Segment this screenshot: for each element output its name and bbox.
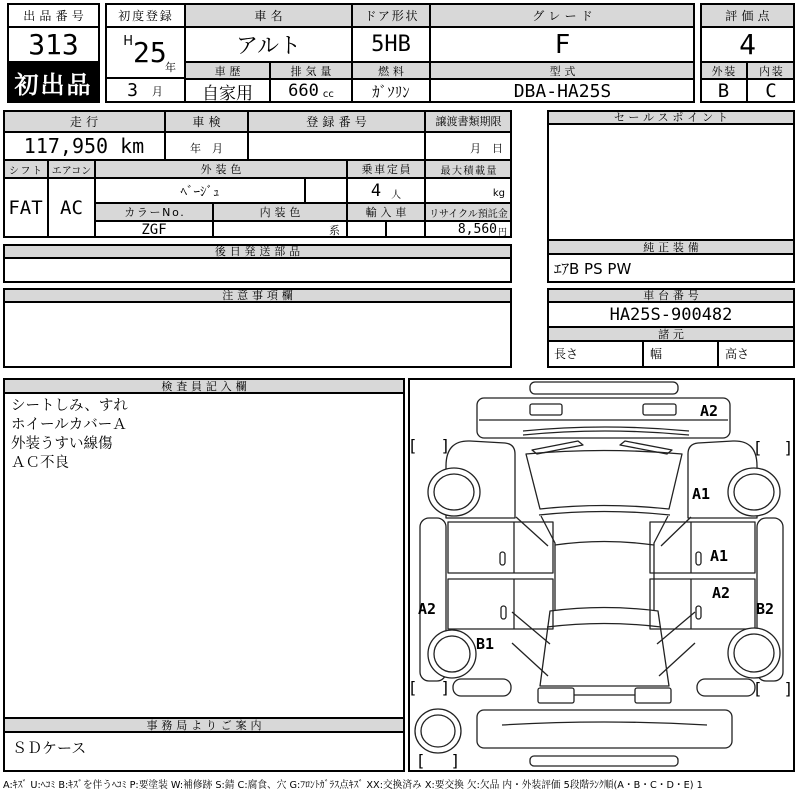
fuel-header: 燃料 <box>352 62 430 79</box>
interior-grade-value: C <box>747 79 795 103</box>
first-listing-badge: 初出品 <box>7 62 100 103</box>
car-history-header: 車歴 <box>185 62 270 79</box>
bracket-mark <box>410 678 448 697</box>
month-unit: 月 <box>151 84 163 98</box>
exterior-color-value: ﾍﾞｰｼﾞｭ <box>95 178 305 203</box>
shift-value: FAT <box>3 178 48 238</box>
registration-no-value <box>248 132 425 160</box>
equipment-value: ｴｱB PS PW <box>547 254 795 283</box>
car-diagram-panel <box>408 378 795 772</box>
displacement-value: 660 <box>288 81 319 101</box>
first-registration-month-cell <box>105 78 185 103</box>
damage-mark: A1 <box>692 485 711 503</box>
shift-header: シフト <box>3 160 48 178</box>
aircon-header: エアコン <box>48 160 95 178</box>
car-outline-drawing <box>410 380 793 770</box>
specs-header: 諸元 <box>547 327 795 341</box>
mileage-value: 117,950 km <box>3 132 165 160</box>
sales-point-box <box>547 124 795 240</box>
displacement-header: 排気量 <box>270 62 352 79</box>
inspector-note-line: ＡＣ不良 <box>11 455 69 471</box>
mileage-header: 走行 <box>3 110 165 132</box>
auction-no-header: 出品番号 <box>7 3 100 27</box>
first-registration-year-cell <box>105 27 185 78</box>
color-no-value: ZGF <box>95 221 213 238</box>
bracket-close: ] <box>784 438 791 457</box>
inspector-note-line: 外装うすい線傷 <box>11 436 113 452</box>
damage-mark: A1 <box>710 547 729 565</box>
recycle-deposit-unit: 円 <box>497 227 507 238</box>
damage-mark: B1 <box>476 635 495 653</box>
bracket-close: ] <box>784 679 791 698</box>
inspection-header: 車検 <box>165 110 248 132</box>
grade-value: F <box>430 27 695 62</box>
grade-header: グレード <box>430 3 695 27</box>
chassis-no-header: 車台番号 <box>547 288 795 302</box>
color-no-header: カラーNo. <box>95 203 213 221</box>
first-registration-month: 3 <box>127 80 138 101</box>
aircon-value: AC <box>48 178 95 238</box>
exterior-color-code-cell <box>305 178 347 203</box>
notes-header: 注意事項欄 <box>3 288 512 302</box>
imported-header: 輸入車 <box>347 203 425 221</box>
exterior-grade-value: B <box>700 79 747 103</box>
capacity-unit: 人 <box>391 189 402 201</box>
inspector-notes-box <box>3 393 405 718</box>
interior-grade-header: 内装 <box>747 62 795 79</box>
car-name-value: アルト <box>185 27 352 62</box>
bracket-open: [ <box>755 679 762 698</box>
spec-length-label: 長さ <box>547 341 643 368</box>
bracket-open: [ <box>418 751 425 770</box>
bracket-mark <box>755 679 791 698</box>
bracket-mark <box>418 751 458 770</box>
notes-box <box>3 302 512 368</box>
auction-no-value: 313 <box>7 27 100 62</box>
model-code-header: 型式 <box>430 62 695 79</box>
later-parts-header: 後日発送部品 <box>3 244 512 258</box>
interior-color-header: 内装色 <box>213 203 347 221</box>
damage-mark: A2 <box>418 600 437 618</box>
displacement-unit: cc <box>322 88 334 100</box>
bracket-open: [ <box>755 438 762 457</box>
spec-height-label: 高さ <box>718 341 795 368</box>
first-registration-header: 初度登録 <box>105 3 185 27</box>
imported-cell-1 <box>347 221 386 238</box>
fuel-value: ｶﾞｿﾘﾝ <box>352 79 430 103</box>
inspector-notes-header: 検査員記入欄 <box>3 378 405 393</box>
car-history-value: 自家用 <box>185 79 270 103</box>
max-load-header: 最大積載量 <box>425 160 512 178</box>
inspector-note-line: シートしみ、すれ <box>11 398 128 414</box>
car-name-header: 車名 <box>185 3 352 27</box>
recycle-deposit-header: リサイクル預託金 <box>425 203 512 221</box>
year-unit: 年 <box>165 61 176 74</box>
interior-color-value: 系 <box>213 221 347 238</box>
recycle-deposit-value-cell <box>425 221 512 238</box>
damage-mark: A2 <box>712 584 731 602</box>
registration-no-header: 登録番号 <box>248 110 425 132</box>
bracket-close: ] <box>451 751 458 770</box>
max-load-value: kg <box>425 178 512 203</box>
bracket-mark <box>755 438 791 457</box>
damage-mark: A2 <box>700 402 719 420</box>
imported-cell-2 <box>386 221 425 238</box>
exterior-grade-header: 外装 <box>700 62 747 79</box>
chassis-no-value: HA25S-900482 <box>547 302 795 327</box>
bracket-close: ] <box>441 436 448 455</box>
capacity-value: 4 <box>370 180 382 201</box>
capacity-header: 乗車定員 <box>347 160 425 178</box>
displacement-value-cell <box>270 79 352 103</box>
spec-width-label: 幅 <box>643 341 718 368</box>
inspector-note-line: ホイールカバーＡ <box>11 417 127 433</box>
door-shape-value: 5HB <box>352 27 430 62</box>
era-label: H <box>123 34 134 49</box>
inspection-value: 年 月 <box>165 132 248 160</box>
first-registration-year: 25 <box>133 36 167 69</box>
later-parts-box <box>3 258 512 283</box>
sales-point-header: セールスポイント <box>547 110 795 124</box>
bracket-open: [ <box>410 436 417 455</box>
damage-mark: B2 <box>756 600 775 618</box>
office-notice-header: 事務局よりご案内 <box>3 718 405 732</box>
bracket-open: [ <box>410 678 417 697</box>
capacity-value-cell <box>347 178 425 203</box>
exterior-color-header: 外装色 <box>95 160 347 178</box>
model-code-value: DBA-HA25S <box>430 79 695 103</box>
bracket-close: ] <box>441 678 448 697</box>
recycle-deposit-value: 8,560 <box>457 222 497 237</box>
transfer-deadline-value: 月 日 <box>425 132 512 160</box>
equipment-header: 純正装備 <box>547 240 795 254</box>
door-shape-header: ドア形状 <box>352 3 430 27</box>
legend-text: A:ｷｽﾞ U:ﾍｺﾐ B:ｷｽﾞを伴うﾍｺﾐ P:要塗装 W:補修跡 S:錆 C:腐食、穴 G:ﾌﾛﾝﾄｶﾞﾗｽ点ｷｽﾞ XX:交換済み X:要交換 欠:欠品 内・外装評価 5段階ﾗﾝｸ順(A・B・C・D・E) 1 <box>3 780 703 791</box>
office-notice-box: ＳＤケース <box>3 732 405 772</box>
score-header: 評価点 <box>700 3 795 27</box>
bracket-mark <box>410 436 448 455</box>
score-value: 4 <box>700 27 795 62</box>
transfer-deadline-header: 譲渡書類期限 <box>425 110 512 132</box>
